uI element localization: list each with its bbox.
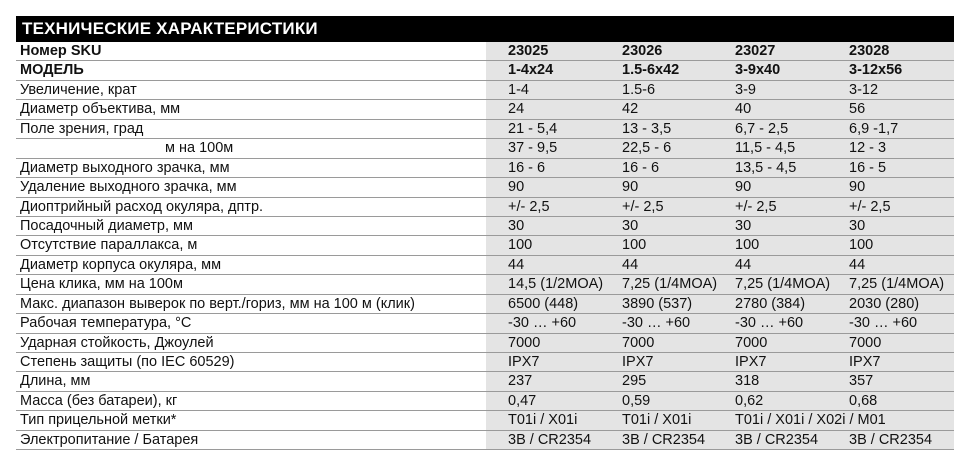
spec-value: 90 xyxy=(735,179,752,196)
spec-value: 30 xyxy=(508,217,525,234)
spec-value: -30 … +60 xyxy=(849,315,918,332)
spec-label: Электропитание / Батарея xyxy=(20,431,199,448)
spec-value: T01i / X01i / X02i / M01 xyxy=(735,412,886,429)
value-cell-background xyxy=(486,353,954,371)
spec-row xyxy=(16,411,954,430)
spec-label: Тип прицельной метки* xyxy=(20,412,177,429)
spec-value: 3В / CR2354 xyxy=(735,431,819,448)
spec-label: Диаметр корпуса окуляра, мм xyxy=(20,256,222,273)
spec-value: 3-12x56 xyxy=(849,62,903,79)
spec-label: Масса (без батареи), кг xyxy=(20,392,178,409)
spec-row xyxy=(16,139,954,158)
spec-row xyxy=(16,42,954,61)
spec-value: 7,25 (1/4MOA) xyxy=(735,276,831,293)
spec-value: 23025 xyxy=(508,43,549,59)
spec-value: 7000 xyxy=(622,334,655,351)
spec-value: 7,25 (1/4MOA) xyxy=(622,276,718,293)
spec-value: IPX7 xyxy=(508,354,540,370)
spec-row xyxy=(16,178,954,197)
spec-label: Степень защиты (по IEC 60529) xyxy=(20,354,235,370)
spec-value: 44 xyxy=(735,256,752,273)
spec-label: Рабочая температура, °С xyxy=(20,315,192,332)
spec-value: +/- 2,5 xyxy=(849,198,891,215)
spec-value: +/- 2,5 xyxy=(508,198,550,215)
spec-value: 42 xyxy=(622,101,639,118)
spec-row xyxy=(16,159,954,178)
spec-value: 44 xyxy=(508,256,525,273)
spec-value: 100 xyxy=(735,237,760,254)
spec-value: 0,59 xyxy=(622,392,651,409)
spec-value: 2780 (384) xyxy=(735,295,806,312)
spec-value: 3-9 xyxy=(735,81,756,98)
spec-value: 22,5 - 6 xyxy=(622,140,672,157)
spec-label: Диаметр выходного зрачка, мм xyxy=(20,159,230,176)
spec-value: 13 - 3,5 xyxy=(622,120,672,137)
spec-value: 6,9 -1,7 xyxy=(849,120,899,137)
spec-value: 7,25 (1/4MOA) xyxy=(849,276,945,293)
spec-value: 7000 xyxy=(849,334,882,351)
spec-value: 1-4 xyxy=(508,81,529,98)
spec-label: Отсутствие параллакса, м xyxy=(20,237,198,254)
value-cell-background xyxy=(486,372,954,390)
spec-row xyxy=(16,198,954,217)
spec-label: Поле зрения, град xyxy=(20,120,144,137)
spec-value: 357 xyxy=(849,373,874,390)
spec-value: +/- 2,5 xyxy=(735,198,777,215)
spec-value: 3-12 xyxy=(849,81,879,98)
spec-row xyxy=(16,275,954,294)
spec-value: 44 xyxy=(622,256,639,273)
spec-label: Номер SKU xyxy=(20,43,102,59)
spec-value: 23028 xyxy=(849,43,890,59)
spec-value: 6,7 - 2,5 xyxy=(735,120,789,137)
spec-row xyxy=(16,314,954,333)
spec-value: 56 xyxy=(849,101,866,118)
value-cell-background xyxy=(486,256,954,274)
spec-value: 295 xyxy=(622,373,647,390)
spec-value: 100 xyxy=(508,237,533,254)
spec-row xyxy=(16,431,954,450)
spec-value: 14,5 (1/2MOA) xyxy=(508,276,604,293)
spec-row xyxy=(16,120,954,139)
spec-value: +/- 2,5 xyxy=(622,198,664,215)
spec-label: Диоптрийный расход окуляра, дптр. xyxy=(20,198,264,215)
spec-value: 11,5 - 4,5 xyxy=(735,140,796,157)
spec-value: 6500 (448) xyxy=(508,295,579,312)
spec-value: 30 xyxy=(849,217,866,234)
value-cell-background xyxy=(486,334,954,352)
spec-label: Посадочный диаметр, мм xyxy=(20,217,193,234)
spec-value: 16 - 6 xyxy=(508,159,546,176)
spec-value: 90 xyxy=(849,179,866,196)
spec-value: -30 … +60 xyxy=(735,315,804,332)
spec-value: 0,47 xyxy=(508,392,537,409)
spec-label: Диаметр объектива, мм xyxy=(20,101,181,118)
spec-value: 0,68 xyxy=(849,392,878,409)
value-cell-background xyxy=(486,178,954,196)
spec-value: 3В / CR2354 xyxy=(849,431,933,448)
spec-value: IPX7 xyxy=(849,354,881,370)
spec-row xyxy=(16,236,954,255)
spec-table xyxy=(16,42,954,450)
spec-label: Макс. диапазон выверок по верт./гориз, мм на 100 м (клик) xyxy=(20,295,415,312)
spec-row xyxy=(16,334,954,353)
value-cell-background xyxy=(486,81,954,99)
spec-label: Длина, мм xyxy=(20,373,91,390)
value-cell-background xyxy=(486,100,954,118)
spec-value: 23026 xyxy=(622,43,663,59)
spec-label: Удаление выходного зрачка, мм xyxy=(20,179,237,196)
spec-value: 1-4x24 xyxy=(508,62,554,79)
spec-value: IPX7 xyxy=(622,354,654,370)
spec-value: 90 xyxy=(508,179,525,196)
spec-value: 2030 (280) xyxy=(849,295,920,312)
spec-value: -30 … +60 xyxy=(622,315,691,332)
spec-value: 40 xyxy=(735,101,752,118)
spec-value: 37 - 9,5 xyxy=(508,140,558,157)
spec-value: 100 xyxy=(622,237,647,254)
spec-value: 1.5-6x42 xyxy=(622,62,680,79)
spec-row xyxy=(16,61,954,80)
spec-value: 0,62 xyxy=(735,392,764,409)
spec-value: 13,5 - 4,5 xyxy=(735,159,797,176)
spec-value: 237 xyxy=(508,373,533,390)
spec-row xyxy=(16,353,954,372)
spec-row xyxy=(16,81,954,100)
spec-value: 30 xyxy=(735,217,752,234)
spec-value: 7000 xyxy=(508,334,541,351)
spec-value: 44 xyxy=(849,256,866,273)
spec-value: 1.5-6 xyxy=(622,81,656,98)
value-cell-background xyxy=(486,392,954,410)
spec-label: Цена клика, мм на 100м xyxy=(20,276,183,293)
spec-value: 3-9x40 xyxy=(735,62,781,79)
spec-value: 30 xyxy=(622,217,639,234)
spec-value: 3В / CR2354 xyxy=(622,431,706,448)
spec-row xyxy=(16,217,954,236)
spec-row xyxy=(16,372,954,391)
spec-label: Увеличение, крат xyxy=(20,81,137,98)
spec-value: 24 xyxy=(508,101,525,118)
spec-row xyxy=(16,392,954,411)
spec-row xyxy=(16,256,954,275)
spec-value: 12 - 3 xyxy=(849,140,887,157)
spec-value: IPX7 xyxy=(735,354,767,370)
spec-value: T01i / X01i xyxy=(622,412,692,429)
spec-label: МОДЕЛЬ xyxy=(20,62,84,79)
spec-label: м на 100м xyxy=(165,140,234,157)
spec-value: 21 - 5,4 xyxy=(508,120,558,137)
spec-value: -30 … +60 xyxy=(508,315,577,332)
spec-value: 3В / CR2354 xyxy=(508,431,592,448)
spec-row xyxy=(16,100,954,119)
spec-value: 7000 xyxy=(735,334,768,351)
value-cell-background xyxy=(486,236,954,254)
spec-value: 16 - 5 xyxy=(849,159,887,176)
spec-value: 100 xyxy=(849,237,874,254)
spec-value: 90 xyxy=(622,179,639,196)
value-cell-background xyxy=(486,217,954,235)
spec-value: T01i / X01i xyxy=(508,412,578,429)
spec-value: 16 - 6 xyxy=(622,159,660,176)
spec-row xyxy=(16,295,954,314)
section-title: ТЕХНИЧЕСКИЕ ХАРАКТЕРИСТИКИ xyxy=(16,16,954,42)
spec-value: 3890 (537) xyxy=(622,295,693,312)
spec-label: Ударная стойкость, Джоулей xyxy=(20,334,214,351)
spec-value: 23027 xyxy=(735,43,776,59)
spec-value: 318 xyxy=(735,373,760,390)
